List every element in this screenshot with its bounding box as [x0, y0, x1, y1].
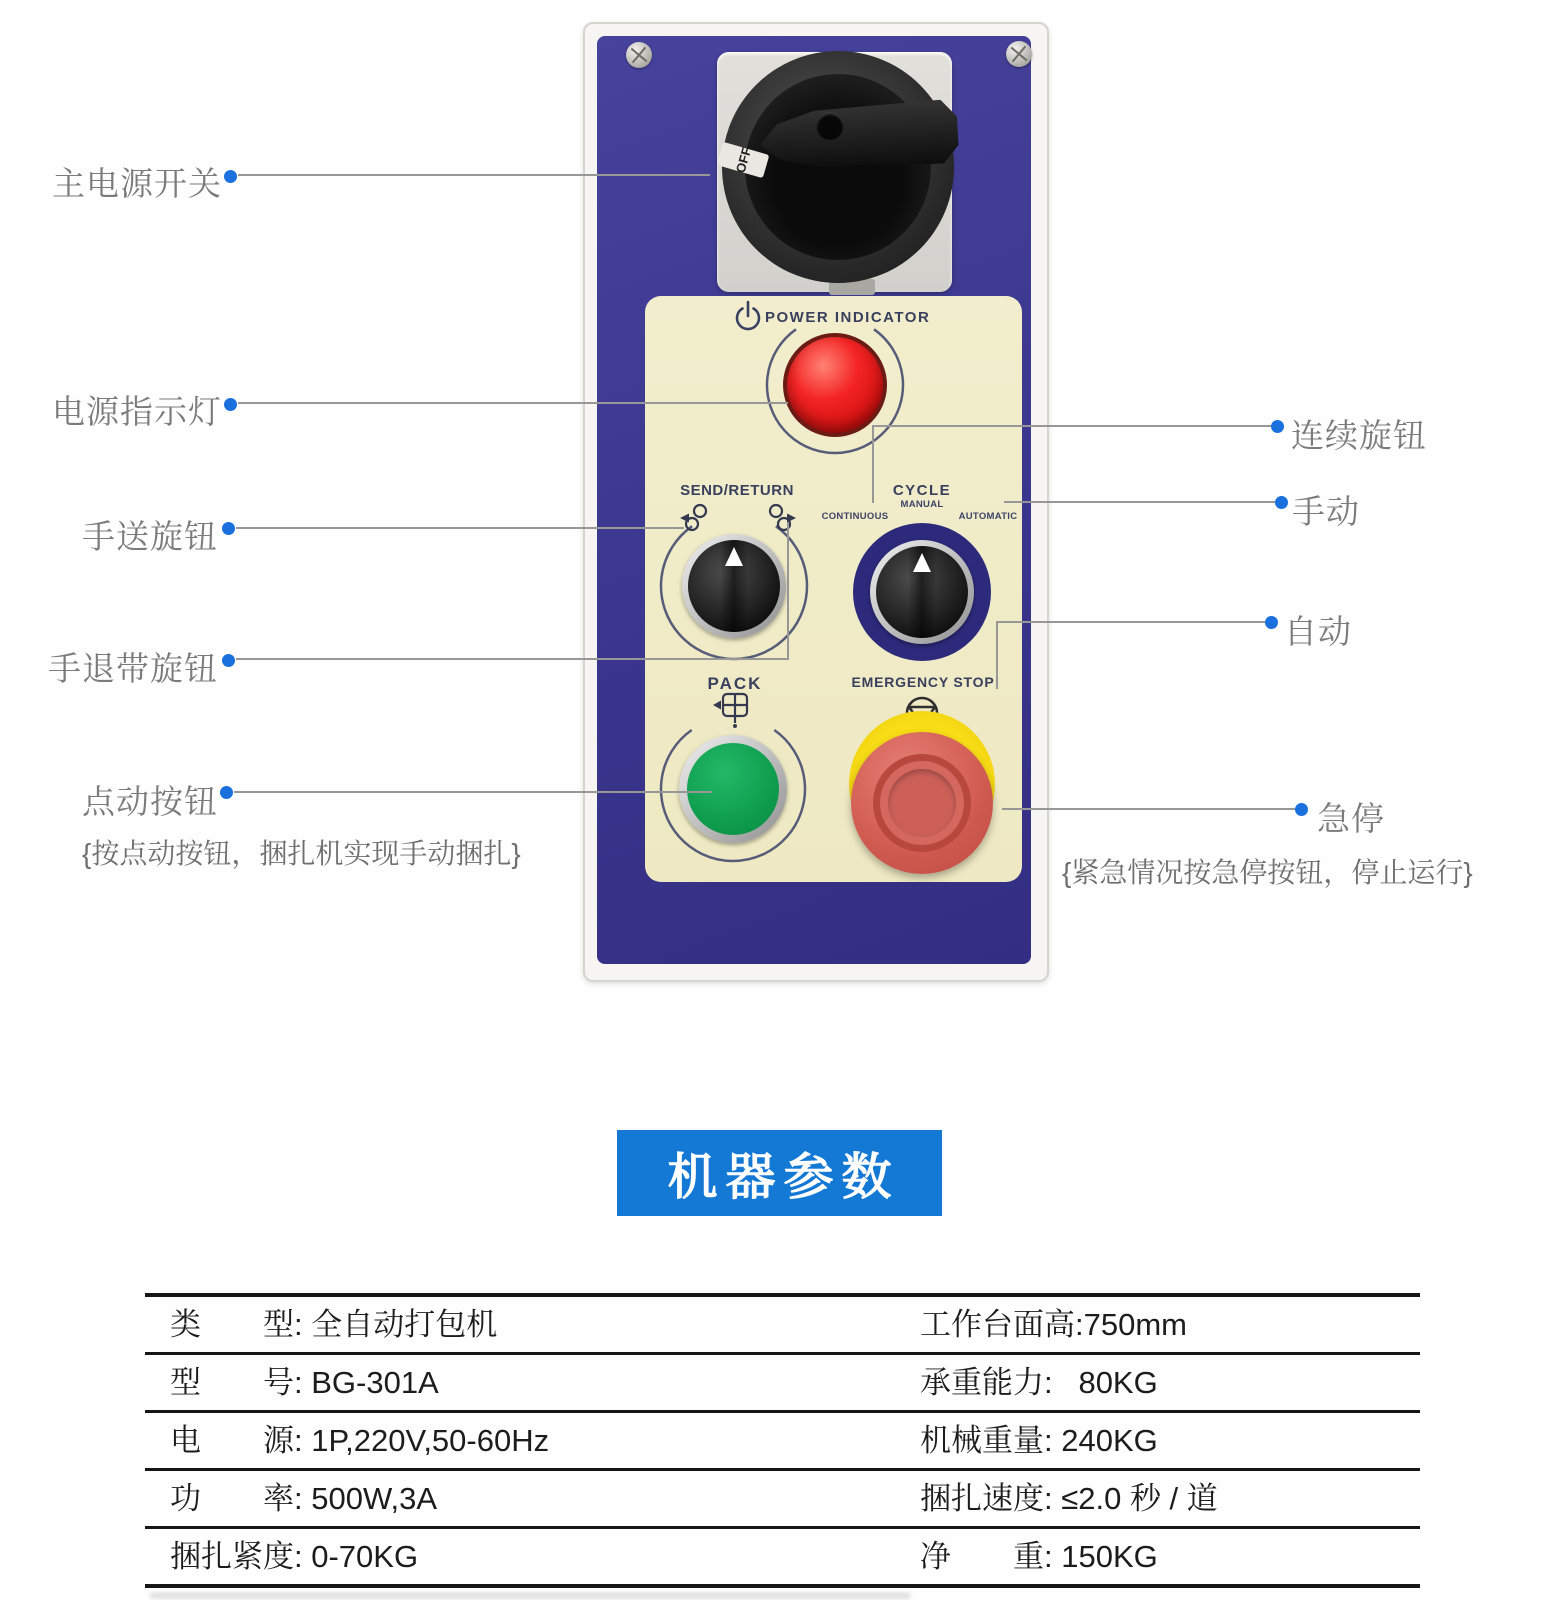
send-return-label: SEND/RETURN: [680, 482, 794, 499]
callout-line-send-knob: [236, 527, 684, 529]
callout-automatic: 自动: [1284, 613, 1352, 650]
callout-line-main-power: [238, 174, 710, 176]
callout-dot: [224, 398, 237, 411]
send-return-knob-pointer-icon: [725, 547, 743, 566]
emergency-stop-label: EMERGENCY STOP: [851, 674, 995, 690]
spec-load-capacity: 承重能力: 80KG: [920, 1365, 1158, 1400]
callout-power-indicator: 电源指示灯: [52, 393, 222, 430]
emergency-stop-button: [851, 732, 993, 874]
callout-dot: [1265, 616, 1278, 629]
switch-handle-hole: [816, 112, 844, 140]
table-row: [145, 1413, 1420, 1471]
screw-top-right-icon: [1006, 41, 1032, 67]
section-title-banner: [617, 1130, 942, 1216]
spec-net-weight: 净 重: 150KG: [920, 1539, 1158, 1574]
callout-manual: 手动: [1292, 493, 1360, 530]
spec-table-height: 工作台面高:750mm: [920, 1307, 1187, 1342]
cycle-manual-label: MANUAL: [900, 499, 944, 510]
main-power-switch-well: [745, 74, 931, 260]
callout-line-manual: [1004, 501, 1277, 503]
power-icon: [737, 302, 759, 329]
spec-machine-weight: 机械重量: 240KG: [920, 1423, 1158, 1458]
spec-strap-tension: 捆扎紧度: 0-70KG: [170, 1539, 419, 1574]
callout-line-return-knob-h: [236, 658, 789, 660]
callout-line-jog-button: [234, 791, 712, 793]
power-indicator-lamp: [787, 337, 883, 433]
callout-line-continuous-v: [872, 425, 874, 503]
cycle-automatic-label: AUTOMATIC: [958, 511, 1018, 522]
callout-dot: [1271, 420, 1284, 433]
callout-dot: [1295, 803, 1308, 816]
pack-button-bezel: [679, 735, 787, 843]
cycle-knob-face: [876, 546, 968, 638]
callout-jog-button: 点动按钮: [82, 783, 218, 820]
callout-line-power-lamp: [238, 402, 788, 404]
spec-power-supply: 电 源: 1P,220V,50-60Hz: [170, 1423, 550, 1458]
spec-power: 功 率: 500W,3A: [170, 1481, 438, 1516]
send-return-knob-face: [688, 540, 780, 632]
callout-line-automatic-h: [998, 621, 1267, 623]
pack-icon: [713, 694, 747, 728]
callout-line-estop: [1002, 808, 1297, 810]
jog-button-note: {按点动按钮，捆扎机实现手动捆扎}: [82, 838, 521, 869]
pack-button: [687, 743, 779, 835]
callout-continuous-knob: 连续旋钮: [1291, 417, 1427, 454]
cycle-label: CYCLE: [892, 482, 952, 499]
power-indicator-label: POWER INDICATOR: [765, 309, 931, 326]
callout-dot: [224, 170, 237, 183]
send-return-knob: [682, 534, 786, 638]
spec-table: [145, 1293, 1420, 1588]
callout-line-automatic-v: [996, 621, 998, 689]
strap-return-icon: [770, 505, 796, 530]
callout-emergency-stop: 急停: [1317, 800, 1385, 837]
cutoff-next-row-artifact: [150, 1593, 910, 1600]
callout-line-continuous-h: [874, 425, 1273, 427]
cycle-knob: [870, 540, 974, 644]
spec-type: 类 型: 全自动打包机: [170, 1307, 498, 1342]
emergency-stop-note: {紧急情况按急停按钮，停止运行}: [1062, 857, 1473, 888]
screw-top-left-icon: [626, 42, 652, 68]
table-row: [145, 1297, 1420, 1355]
callout-dot: [220, 786, 233, 799]
emergency-stop-button-core: [888, 769, 956, 837]
spec-strap-speed: 捆扎速度: ≤2.0 秒 / 道: [920, 1481, 1218, 1516]
cycle-continuous-label: CONTINUOUS: [821, 511, 889, 522]
control-face: [645, 296, 1022, 882]
table-row: [145, 1471, 1420, 1529]
callout-dot: [1275, 496, 1288, 509]
callout-hand-return-knob: 手退带旋钮: [48, 650, 218, 687]
callout-dot: [222, 654, 235, 667]
table-row: [145, 1529, 1420, 1584]
callout-main-power-switch: 主电源开关: [52, 165, 222, 202]
table-row: [145, 1355, 1420, 1413]
spec-model: 型 号: BG-301A: [170, 1365, 439, 1400]
section-title: 机器参数: [667, 1149, 900, 1205]
cycle-knob-pointer-icon: [913, 553, 931, 572]
off-text: OFF: [732, 145, 754, 175]
callout-dot: [222, 522, 235, 535]
callout-hand-send-knob: 手送旋钮: [82, 518, 218, 555]
callout-line-return-knob-v: [787, 522, 789, 660]
pack-label: PACK: [707, 674, 763, 693]
